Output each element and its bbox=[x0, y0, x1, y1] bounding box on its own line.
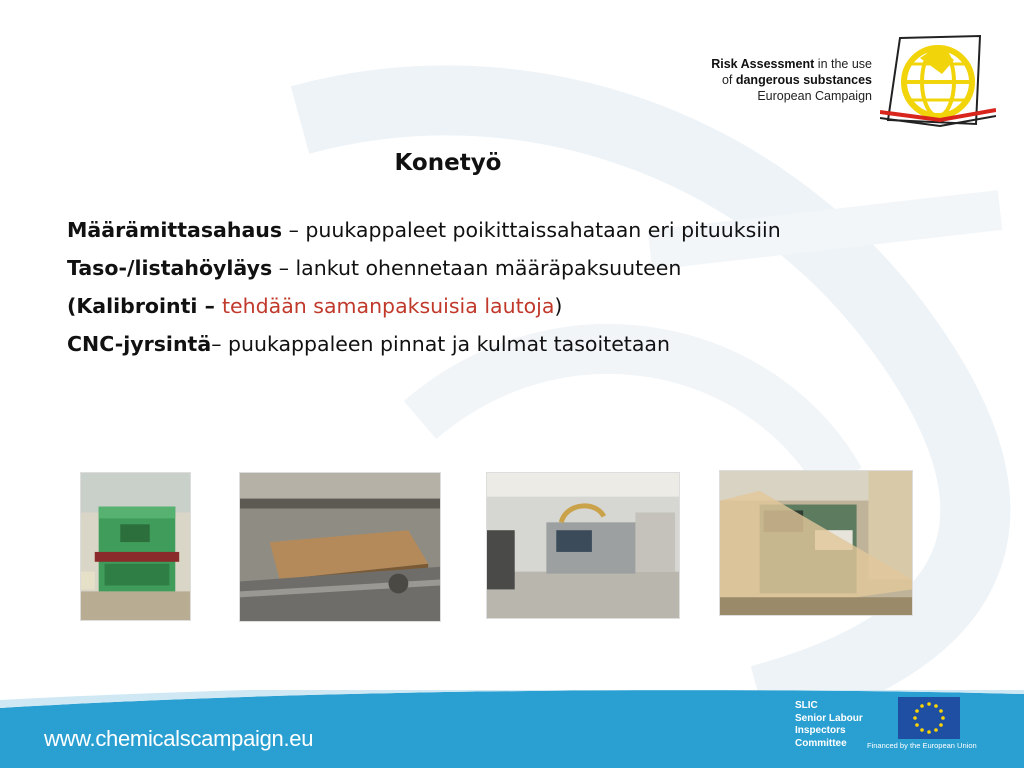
campaign-logo-icon bbox=[880, 28, 996, 132]
eu-flag-icon bbox=[898, 697, 960, 739]
logo-line2-bold: dangerous substances bbox=[735, 73, 872, 87]
bullet-text: – lankut ohennetaan määräpaksuuteen bbox=[272, 256, 682, 280]
photo-planer-closeup bbox=[239, 472, 441, 622]
campaign-website-link[interactable]: www.chemicalscampaign.eu bbox=[44, 726, 314, 751]
bullet-list bbox=[67, 215, 867, 367]
bullet-text: – puukappaleet poikittaissahataan eri pituuksiin bbox=[282, 218, 781, 242]
bullet-term: Määrämittasahaus bbox=[67, 218, 283, 242]
slic-logo-text bbox=[795, 700, 863, 750]
bullet-open-paren: ( bbox=[67, 294, 77, 318]
bullet-term: CNC-jyrsintä bbox=[67, 332, 212, 356]
photo-cnc-workshop bbox=[486, 472, 680, 619]
photo-calibrating-sander bbox=[80, 472, 191, 621]
slic-line3: Inspectors bbox=[795, 725, 846, 736]
bullet-item bbox=[67, 291, 867, 321]
photo-planer-machine bbox=[719, 470, 913, 616]
bullet-highlight: tehdään samanpaksuisia lautoja bbox=[222, 294, 555, 318]
bullet-term: Taso-/listahöyläys bbox=[67, 256, 273, 280]
bullet-term: Kalibrointi – bbox=[76, 294, 222, 318]
eu-funding-caption: Financed by the European Union bbox=[867, 741, 977, 750]
slic-line4: Committee bbox=[795, 737, 847, 749]
logo-line3: European Campaign bbox=[757, 89, 872, 103]
bullet-item bbox=[67, 253, 867, 283]
bullet-item bbox=[67, 215, 867, 245]
logo-line1-bold: Risk Assessment bbox=[711, 57, 815, 71]
slide-title: Konetyö bbox=[394, 150, 502, 176]
slic-line2: Senior Labour bbox=[795, 712, 863, 724]
logo-line2-pre: of bbox=[721, 73, 736, 87]
slic-line1: SLIC bbox=[795, 700, 818, 711]
bullet-text: – puukappaleen pinnat ja kulmat tasoitetaan bbox=[211, 332, 670, 356]
bullet-item bbox=[67, 329, 867, 359]
campaign-logo-text bbox=[711, 56, 872, 104]
logo-line1-rest: in the use bbox=[814, 57, 872, 71]
bullet-close-paren: ) bbox=[554, 294, 563, 318]
